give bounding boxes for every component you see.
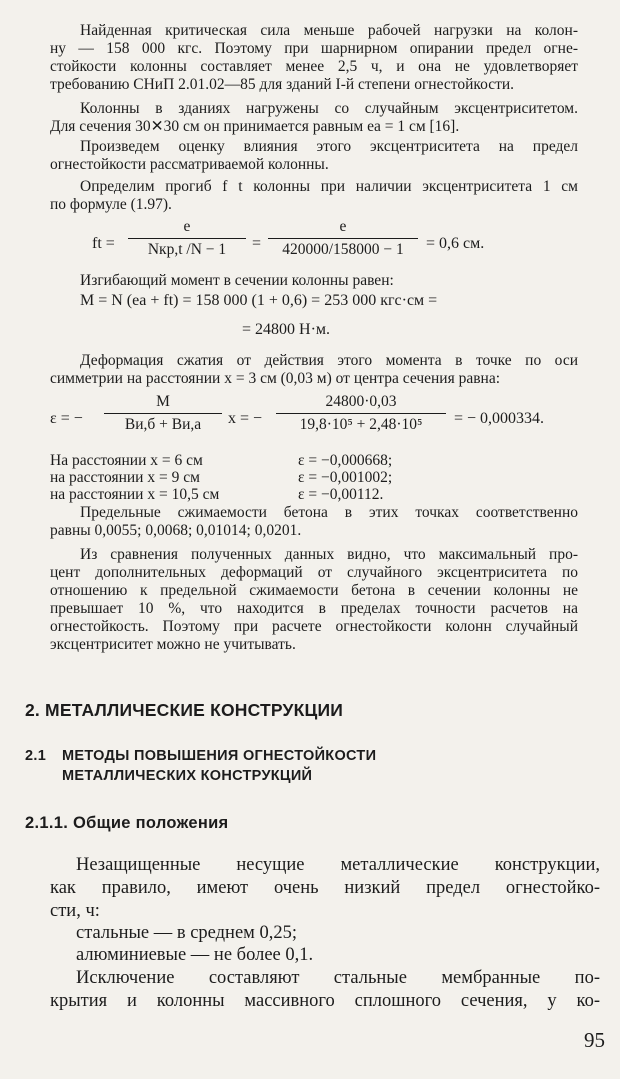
text-line: отношению к предельной сжимаемости бетона в сечении колонны не: [50, 582, 578, 599]
text-line: Незащищенные несущие металлические конструкции,: [76, 855, 600, 875]
text-line: Для сечения 30✕30 см он принимается равным eа = 1 см [16].: [50, 118, 460, 135]
fraction-numerator: M: [156, 393, 170, 410]
page-number: 95: [584, 1028, 605, 1052]
distance-label: на расстоянии x = 9 см: [50, 469, 200, 486]
text-line: крытия и колонны массивного сплошного сечения, у ко-: [50, 991, 600, 1011]
fraction: [276, 393, 446, 434]
equation-lhs: ft =: [92, 235, 115, 252]
list-item: стальные — в среднем 0,25;: [76, 923, 298, 943]
fraction: [268, 218, 418, 259]
text-line: эксцентриситет можно не учитывать.: [50, 636, 296, 653]
section-heading-line: МЕТОДЫ ПОВЫШЕНИЯ ОГНЕСТОЙКОСТИ: [62, 748, 377, 764]
text-line: стойкости колонны составляет менее 2,5 ч, и она не удовлетворяет: [50, 58, 578, 75]
text-line: симметрии на расстоянии x = 3 см (0,03 м) от центра сечения равна:: [50, 370, 501, 387]
section-number: 2.1: [25, 748, 47, 764]
fraction: [128, 218, 246, 259]
fraction: [104, 393, 222, 434]
text-line: огнестойкость. Поэтому при расчете огнестойкости колонн случайный: [50, 618, 578, 635]
text-line: равны 0,0055; 0,0068; 0,01014; 0,0201.: [50, 522, 302, 539]
text-line: Из сравнения полученных данных видно, что максимальный про-: [80, 546, 578, 563]
text-line: ну — 158 000 кгс. Поэтому при шарнирном опирании предел огне-: [50, 40, 578, 57]
text-line: Предельные сжимаемости бетона в этих точках соответственно: [80, 504, 578, 521]
equation-rhs: = − 0,000334.: [454, 410, 545, 427]
fraction-denominator: Nкр,t /N − 1: [128, 238, 246, 259]
fraction-numerator: e: [183, 218, 191, 235]
text-line: Исключение составляют стальные мембранные по-: [76, 968, 600, 988]
text-line: по формуле (1.97).: [50, 196, 172, 213]
text-line: цент дополнительных деформаций от случайного эксцентриситета по: [50, 564, 578, 581]
text-line: Определим прогиб f t колонны при наличии эксцентриситета 1 см: [80, 178, 578, 195]
strain-value: ε = −0,00112.: [298, 486, 384, 503]
text-line: огнестойкости рассматриваемой колонны.: [50, 156, 329, 173]
distance-label: на расстоянии x = 10,5 см: [50, 486, 220, 503]
fraction-denominator: Bи,б + Bи,а: [104, 413, 222, 434]
equation-lhs: ε = −: [50, 410, 83, 427]
text-line: сти, ч:: [50, 901, 100, 921]
list-item: алюминиевые — не более 0,1.: [76, 945, 314, 965]
text-line: Изгибающий момент в сечении колонны равен:: [80, 272, 394, 289]
equation-moment-line2: = 24800 Н·м.: [242, 321, 331, 338]
section-heading-line: МЕТАЛЛИЧЕСКИХ КОНСТРУКЦИЙ: [62, 768, 313, 784]
equation-moment-line1: M = N (eа + ft) = 158 000 (1 + 0,6) = 253 000 кгс·см =: [80, 292, 438, 309]
equation-middle: x = −: [228, 410, 263, 427]
distance-label: На расстоянии x = 6 см: [50, 452, 203, 469]
fraction-numerator: e: [339, 218, 347, 235]
text-line: как правило, имеют очень низкий предел огнестойко-: [50, 878, 600, 898]
text-line: Деформация сжатия от действия этого момента в точке по оси: [80, 352, 578, 369]
subsection-heading: 2.1.1. Общие положения: [25, 814, 229, 832]
text-line: превышает 10 %, что находится в пределах точности расчетов на: [50, 600, 578, 617]
fraction-denominator: 19,8·10⁵ + 2,48·10⁵: [276, 413, 446, 434]
text-line: Найденная критическая сила меньше рабочей нагрузки на колон-: [80, 22, 578, 39]
strain-value: ε = −0,000668;: [298, 452, 393, 469]
text-line: требованию СНиП 2.01.02—85 для зданий I-й степени огнестойкости.: [50, 76, 515, 93]
text-line: Произведем оценку влияния этого эксцентриситета на предел: [80, 138, 578, 155]
fraction-numerator: 24800·0,03: [325, 393, 397, 410]
chapter-heading: 2. МЕТАЛЛИЧЕСКИЕ КОНСТРУКЦИИ: [25, 700, 344, 720]
equation-rhs: = 0,6 см.: [426, 235, 485, 252]
strain-value: ε = −0,001002;: [298, 469, 393, 486]
text-line: Колонны в зданиях нагружены со случайным эксцентриситетом.: [80, 100, 578, 117]
fraction-denominator: 420000/158000 − 1: [268, 238, 418, 259]
equals-sign: =: [252, 235, 262, 252]
